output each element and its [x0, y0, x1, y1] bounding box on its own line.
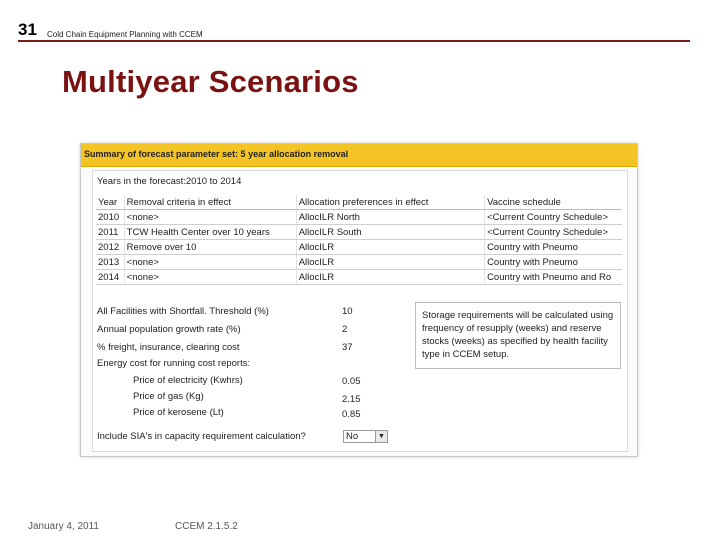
removal-cell: TCW Health Center over 10 years	[124, 225, 296, 240]
year-cell: 2010	[96, 210, 124, 225]
table-row[interactable]	[96, 255, 622, 270]
footer-date: January 4, 2011	[28, 521, 99, 532]
slide-title: Multiyear Scenarios	[62, 64, 359, 99]
allocation-cell: AllocILR	[296, 270, 484, 285]
year-cell: 2011	[96, 225, 124, 240]
electricity-label: Price of electricity (Kwhrs)	[133, 375, 243, 386]
chevron-down-icon[interactable]: ▼	[375, 431, 387, 442]
allocation-cell: AllocILR	[296, 255, 484, 270]
forecast-summary-panel	[80, 143, 638, 457]
table-row[interactable]	[96, 240, 622, 255]
gas-label: Price of gas (Kg)	[133, 391, 204, 402]
vaccine-cell: Country with Pneumo	[485, 255, 622, 270]
allocation-cell: AllocILR	[296, 240, 484, 255]
allocation-cell: AllocILR North	[296, 210, 484, 225]
col-removal: Removal criteria in effect	[124, 195, 296, 210]
table-row[interactable]	[96, 270, 622, 285]
growth-label: Annual population growth rate (%)	[97, 324, 241, 335]
freight-label: % freight, insurance, clearing cost	[97, 342, 240, 353]
col-year: Year	[96, 195, 124, 210]
vaccine-cell: Country with Pneumo and Ro	[485, 270, 622, 285]
removal-cell: <none>	[124, 210, 296, 225]
allocation-cell: AllocILR South	[296, 225, 484, 240]
year-cell: 2012	[96, 240, 124, 255]
table-row[interactable]	[96, 225, 622, 240]
removal-cell: <none>	[124, 255, 296, 270]
col-vaccine: Vaccine schedule	[485, 195, 622, 210]
sia-select-value: No	[346, 431, 359, 442]
panel-inner	[92, 170, 628, 452]
sia-label: Include SIA's in capacity requirement calculation?	[97, 431, 306, 442]
table-row[interactable]	[96, 210, 622, 225]
year-cell: 2014	[96, 270, 124, 285]
panel-header: Summary of forecast parameter set: 5 year allocation removal	[81, 144, 637, 167]
years-line: Years in the forecast:2010 to 2014	[97, 176, 242, 187]
footer-version: CCEM 2.1.5.2	[175, 521, 238, 532]
year-cell: 2013	[96, 255, 124, 270]
kerosene-label: Price of kerosene (Lt)	[133, 407, 224, 418]
table-header-row	[96, 195, 622, 210]
vaccine-cell: Country with Pneumo	[485, 240, 622, 255]
growth-value: 2	[342, 324, 348, 335]
col-allocation: Allocation preferences in effect	[296, 195, 484, 210]
shortfall-value: 10	[342, 306, 353, 317]
storage-note: Storage requirements will be calculated using frequency of resupply (weeks) and reserve stocks (weeks) as specified by health facility type in CCEM setup.	[415, 302, 621, 369]
shortfall-label: All Facilities with Shortfall. Threshold (%)	[97, 306, 269, 317]
sia-select[interactable]	[343, 430, 388, 443]
energy-label: Energy cost for running cost reports:	[97, 358, 251, 369]
slide-number: 31	[18, 20, 37, 39]
header-rule	[18, 40, 690, 42]
electricity-value: 0.05	[342, 376, 361, 387]
vaccine-cell: <Current Country Schedule>	[485, 225, 622, 240]
schedule-table	[96, 195, 622, 285]
freight-value: 37	[342, 342, 353, 353]
slide-subtitle: Cold Chain Equipment Planning with CCEM	[47, 30, 203, 39]
removal-cell: <none>	[124, 270, 296, 285]
removal-cell: Remove over 10	[124, 240, 296, 255]
kerosene-value: 0.85	[342, 409, 361, 420]
gas-value: 2.15	[342, 394, 361, 405]
vaccine-cell: <Current Country Schedule>	[485, 210, 622, 225]
